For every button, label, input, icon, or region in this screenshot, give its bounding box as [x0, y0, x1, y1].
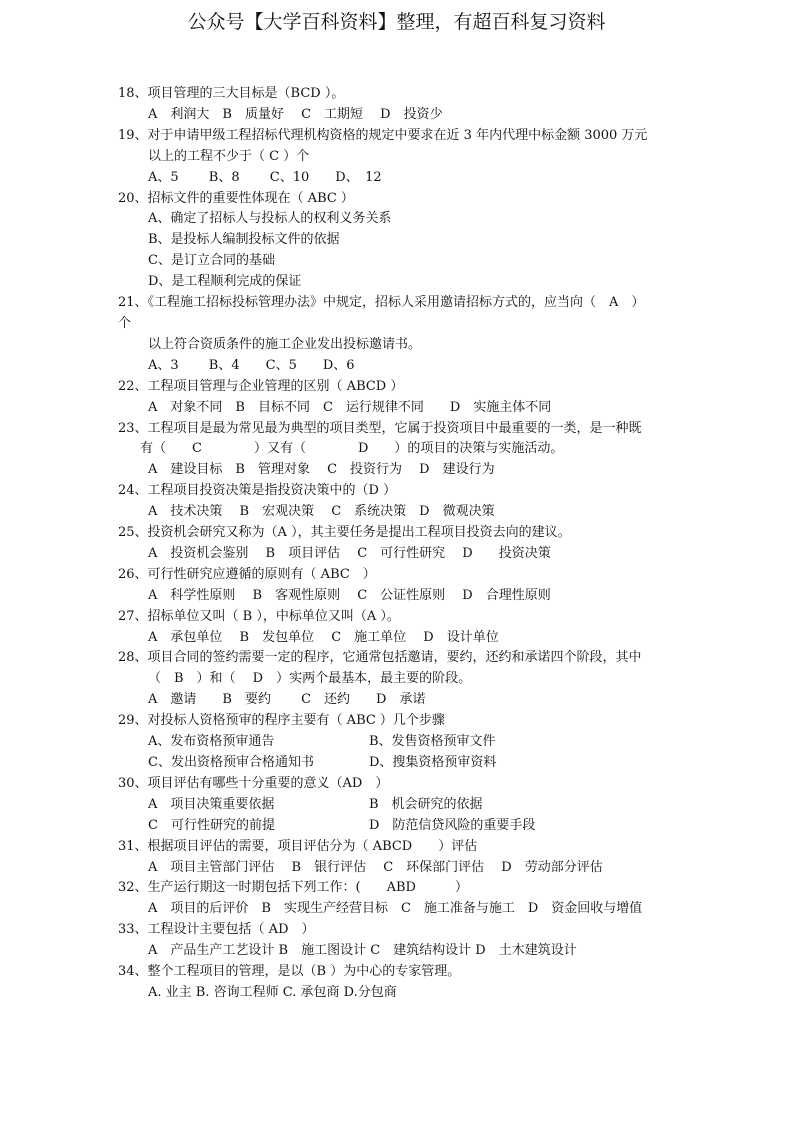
question-29-option-b: B、发售资格预审文件: [369, 734, 496, 750]
question-26: 26、可行性研究应遵循的原则有（ ABC ）: [118, 566, 376, 582]
question-30-options-row-1: [118, 795, 698, 816]
question-20-option-d: D、是工程顺利完成的保证: [148, 274, 302, 290]
question-22: 22、工程项目管理与企业管理的区别（ ABCD ）: [118, 378, 404, 394]
question-29-options-row-1: [118, 732, 698, 753]
question-29-options-row-2: [118, 753, 698, 774]
question-23-continuation: 有（ C ）又有（ D ）的项目的决策与实施活动。: [140, 441, 564, 457]
question-22-options: A 对象不同 B 目标不同 C 运行规律不同 D 实施主体不同: [148, 399, 552, 415]
question-25: 25、投资机会研究又称为（A ），其主要任务是提出工程项目投资去向的建议。: [118, 525, 571, 541]
question-27: 27、招标单位又叫（ B ），中标单位又叫（A ）。: [118, 608, 400, 624]
question-30: 30、项目评估有哪些十分重要的意义（AD ）: [118, 775, 389, 791]
question-27-options: A 承包单位 B 发包单位 C 施工单位 D 设计单位: [148, 629, 499, 645]
question-19: 19、对于申请甲级工程招标代理机构资格的规定中要求在近 3 年内代理中标金额 3000 万元: [118, 127, 648, 143]
question-21-continuation: 以上符合资质条件的施工企业发出投标邀请书。: [148, 336, 422, 352]
question-23-options: A 建设目标 B 管理对象 C 投资行为 D 建设行为: [148, 462, 495, 478]
question-29-option-c: C、发出资格预审合格通知书: [148, 755, 314, 770]
question-18-options: A 利润大 B 质量好 C 工期短 D 投资少: [148, 106, 443, 122]
question-34: 34、整个工程项目的管理，是以（B ）为中心的专家管理。: [118, 964, 461, 980]
question-28-options: A 邀请 B 要约 C 还约 D 承诺: [148, 692, 426, 708]
question-26-options: A 科学性原则 B 客观性原则 C 公证性原则 D 合理性原则: [148, 587, 551, 603]
question-30-option-a: A 项目决策重要依据: [148, 796, 275, 812]
question-20-option-a: A、确定了招标人与投标人的权利义务关系: [148, 211, 392, 227]
question-19-continuation: 以上的工程不少于（ C ）个: [148, 148, 310, 164]
question-30-options-row-2: [118, 816, 698, 837]
question-21-wrap: 个: [118, 315, 132, 331]
question-29: 29、对投标人资格预审的程序主要有（ ABC ）几个步骤: [118, 713, 445, 729]
question-list: [118, 84, 698, 1004]
question-32-options: A 项目的后评价 B 实现生产经营目标 C 施工准备与施工 D 资金回收与增值: [148, 901, 643, 917]
question-32: 32、生产运行期这一时期包括下列工作：( ABD ）: [118, 880, 468, 896]
question-21: 21、《工程施工招标投标管理办法》中规定，招标人采用邀请招标方式的，应当向（ A ）: [118, 295, 645, 311]
question-20-option-b: B、是投标人编制投标文件的依据: [148, 232, 340, 248]
question-34-options: A. 业主 B. 咨询工程师 C. 承包商 D.分包商: [148, 984, 397, 1000]
question-31: 31、根据项目评估的需要，项目评估分为（ ABCD ）评估: [118, 838, 478, 854]
question-24: 24、工程项目投资决策是指投资决策中的（D ）: [118, 483, 397, 499]
question-23: 23、工程项目是最为常见最为典型的项目类型，它属于投资项目中最重要的一类，是一种既: [118, 420, 642, 436]
question-20-option-c: C、是订立合同的基础: [148, 253, 275, 269]
question-28-continuation: （ B ）和（ D ）实两个最基本，最主要的阶段。: [148, 671, 472, 687]
question-30-option-c: C 可行性研究的前提: [148, 817, 275, 833]
question-33-options: A 产品生产工艺设计 B 施工图设计 C 建筑结构设计 D 土木建筑设计: [148, 943, 577, 959]
question-21-options: A、3 B、4 C、5 D、6: [148, 357, 355, 373]
question-20: 20、招标文件的重要性体现在（ ABC ）: [118, 190, 354, 206]
question-29-option-a: A、发布资格预审通告: [148, 734, 275, 750]
question-30-option-b: B 机会研究的依据: [369, 796, 483, 812]
question-25-options: A 投资机会鉴别 B 项目评估 C 可行性研究 D 投资决策: [148, 545, 551, 561]
question-19-options: A、5 B、8 C、10 D、 12: [148, 169, 382, 185]
question-24-options: A 技术决策 B 宏观决策 C 系统决策 D 微观决策: [148, 504, 495, 520]
question-30-option-d: D 防范信贷风险的重要手段: [369, 817, 536, 833]
question-33: 33、工程设计主要包括（ AD ）: [118, 922, 315, 938]
question-18: 18、项目管理的三大目标是（BCD ）。: [118, 86, 345, 101]
question-29-option-d: D、搜集资格预审资料: [369, 755, 497, 770]
question-28: 28、项目合同的签约需要一定的程序，它通常包括邀请，要约，还约和承诺四个阶段，其中: [118, 650, 642, 666]
question-31-options: A 项目主管部门评估 B 银行评估 C 环保部门评估 D 劳动部分评估: [148, 859, 603, 875]
page-header-title: 公众号【大学百科资料】整理，有超百科复习资料: [187, 11, 606, 33]
